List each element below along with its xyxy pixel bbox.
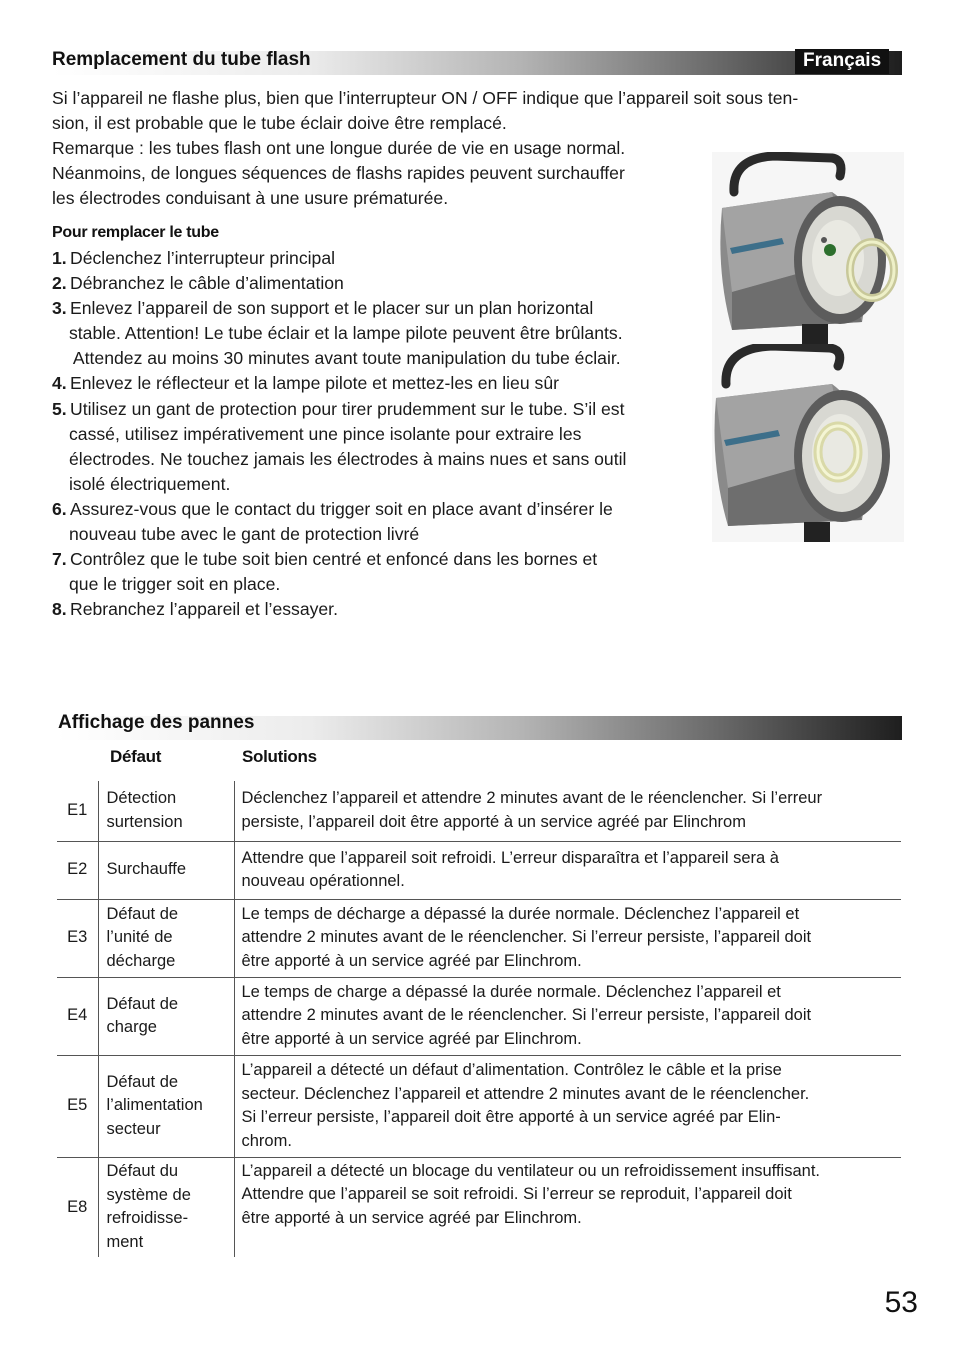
procedure-heading: Pour remplacer le tube — [52, 224, 219, 241]
fault-table — [57, 781, 901, 1257]
solution-line: Le temps de charge a dépassé la durée normale. Déclenchez l’appareil et — [241, 982, 781, 1001]
defect-line: ment — [106, 1232, 144, 1251]
defect-line: secteur — [106, 1119, 161, 1138]
step-line: stable. Attention! Le tube éclair et la lampe pilote peuvent être brûlants. — [69, 323, 623, 344]
solution-line: Attendre que l’appareil soit refroidi. L’erreur disparaîtra et l’appareil sera à — [241, 848, 779, 867]
solution-line: persiste, l’appareil doit être apporté à un service agréé par Elinchrom — [241, 812, 746, 831]
solution-line: être apporté à un service agréé par Elinchrom. — [241, 951, 582, 970]
step-line: Rebranchez l’appareil et l’essayer. — [70, 599, 338, 620]
table-row — [57, 977, 901, 1055]
step-line: Attendez au moins 30 minutes avant toute manipulation du tube éclair. — [69, 348, 621, 369]
solution-line: être apporté à un service agréé par Elinchrom. — [241, 1208, 582, 1227]
fault-solution — [234, 899, 901, 977]
step-4 — [52, 371, 712, 396]
defect-line: l’unité de — [106, 928, 173, 947]
intro-line: Néanmoins, de longues séquences de flashs rapides peuvent surchauffer — [52, 163, 625, 184]
solution-line: Attendre que l’appareil se soit refroidi. Si l’erreur se reproduit, l’appareil doit — [241, 1185, 792, 1203]
fault-defect — [98, 841, 234, 899]
step-line: Déclenchez l’interrupteur principal — [70, 248, 336, 268]
procedure-steps — [52, 246, 712, 622]
step-number: 4. — [52, 373, 67, 394]
fault-code: E1 — [57, 781, 98, 841]
step-line: cassé, utilisez impérativement une pince isolante pour extraire les — [69, 423, 582, 444]
fault-solution — [234, 841, 901, 899]
solution-line: attendre 2 minutes avant de le réenclencher. Si l’erreur persiste, l’appareil doit — [241, 928, 812, 947]
fault-solution — [234, 1157, 901, 1257]
fault-defect — [98, 1055, 234, 1157]
fault-defect — [98, 899, 234, 977]
fault-code: E5 — [57, 1055, 98, 1157]
step-number: 1. — [52, 248, 67, 268]
solution-line: être apporté à un service agréé par Elinchrom. — [241, 1029, 582, 1048]
defect-line: Défaut de — [106, 1072, 179, 1091]
intro-line: les électrodes conduisant à une usure prématurée. — [52, 188, 449, 209]
step-number: 7. — [52, 549, 67, 570]
defect-line: refroidisse- — [106, 1209, 189, 1228]
defect-line: l’alimentation — [106, 1096, 203, 1115]
solution-line: L’appareil a détecté un défaut d’alimentation. Contrôlez le câble et la prise — [241, 1061, 782, 1079]
step-number: 3. — [52, 298, 67, 319]
column-header-defect: Défaut — [110, 747, 162, 766]
step-number: 6. — [52, 498, 67, 519]
defect-line: Défaut de — [106, 994, 179, 1013]
intro-line: sion, il est probable que le tube éclair doive être remplacé. — [52, 113, 507, 134]
step-7 — [52, 547, 712, 597]
defect-line: Surchauffe — [106, 860, 187, 879]
solution-line: nouveau opérationnel. — [241, 872, 405, 890]
table-row — [57, 1157, 901, 1257]
intro-line: Si l’appareil ne flashe plus, bien que l’interrupteur ON / OFF indique que l’appareil soit sous ten- — [52, 88, 799, 108]
solution-line: Le temps de décharge a dépassé la durée normale. Déclenchez l’appareil et — [241, 904, 800, 923]
fault-defect — [98, 1157, 234, 1257]
step-line: électrodes. Ne touchez jamais les électrodes à mains nues et sans outil — [69, 448, 627, 469]
defect-line: Défaut du — [106, 1162, 179, 1181]
fault-code: E2 — [57, 841, 98, 899]
flash-head-photo-top — [712, 152, 904, 344]
step-line: Assurez-vous que le contact du trigger soit en place avant d’insérer le — [70, 498, 613, 519]
solution-line: Si l’erreur persiste, l’appareil doit être apporté à un service agréé par Elin- — [241, 1108, 781, 1126]
step-number: 5. — [52, 398, 67, 419]
step-line: que le trigger soit en place. — [69, 574, 281, 595]
page-number: 53 — [884, 1286, 918, 1319]
intro-line: Remarque : les tubes flash ont une longue durée de vie en usage normal. — [52, 138, 626, 159]
solution-line: secteur. Déclenchez l’appareil et attendre 2 minutes avant de le réenclencher. — [241, 1084, 810, 1103]
solution-line: chrom. — [241, 1131, 292, 1150]
language-tag: Français — [795, 49, 889, 74]
solution-line: attendre 2 minutes avant de le réenclencher. Si l’erreur persiste, l’appareil doit — [241, 1006, 812, 1025]
fault-solution — [234, 1055, 901, 1157]
step-1 — [52, 246, 712, 271]
table-row — [57, 899, 901, 977]
table-row — [57, 1055, 901, 1157]
fault-defect — [98, 781, 234, 841]
defect-line: système de — [106, 1185, 191, 1204]
step-6 — [52, 497, 712, 547]
defect-line: surtension — [106, 812, 183, 831]
step-3 — [52, 296, 712, 371]
step-line: Contrôlez que le tube soit bien centré et enfoncé dans les bornes et — [70, 549, 598, 570]
section-title-tube: Remplacement du tube flash — [52, 49, 311, 70]
step-line: nouveau tube avec le gant de protection livré — [69, 524, 420, 545]
fault-code: E4 — [57, 977, 98, 1055]
step-line: Utilisez un gant de protection pour tirer prudemment sur le tube. S’il est — [70, 398, 625, 419]
defect-line: Défaut de — [106, 904, 179, 923]
column-header-solutions: Solutions — [242, 747, 317, 766]
defect-line: décharge — [106, 951, 176, 970]
step-line: Enlevez le réflecteur et la lampe pilote et mettez-les en lieu sûr — [70, 373, 559, 394]
table-row — [57, 781, 901, 841]
solution-line: Déclenchez l’appareil et attendre 2 minutes avant de le réenclencher. Si l’erreur — [241, 789, 823, 808]
fault-solution — [234, 781, 901, 841]
defect-line: Détection — [106, 789, 177, 808]
step-8 — [52, 597, 712, 622]
step-2 — [52, 271, 712, 296]
flash-head-photo-bottom — [712, 344, 904, 542]
fault-code: E8 — [57, 1157, 98, 1257]
step-number: 8. — [52, 599, 67, 620]
fault-code: E3 — [57, 899, 98, 977]
step-5 — [52, 397, 712, 497]
step-line: isolé électriquement. — [69, 473, 231, 494]
fault-defect — [98, 977, 234, 1055]
step-line: Débranchez le câble d’alimentation — [70, 273, 344, 294]
fault-solution — [234, 977, 901, 1055]
solution-line: L’appareil a détecté un blocage du ventilateur ou un refroidissement insuffisant. — [241, 1161, 820, 1180]
defect-line: charge — [106, 1018, 157, 1036]
step-number: 2. — [52, 273, 67, 294]
table-row — [57, 841, 901, 899]
step-line: Enlevez l’appareil de son support et le placer sur un plan horizontal — [70, 298, 594, 319]
section-title-faults: Affichage des pannes — [58, 712, 255, 733]
